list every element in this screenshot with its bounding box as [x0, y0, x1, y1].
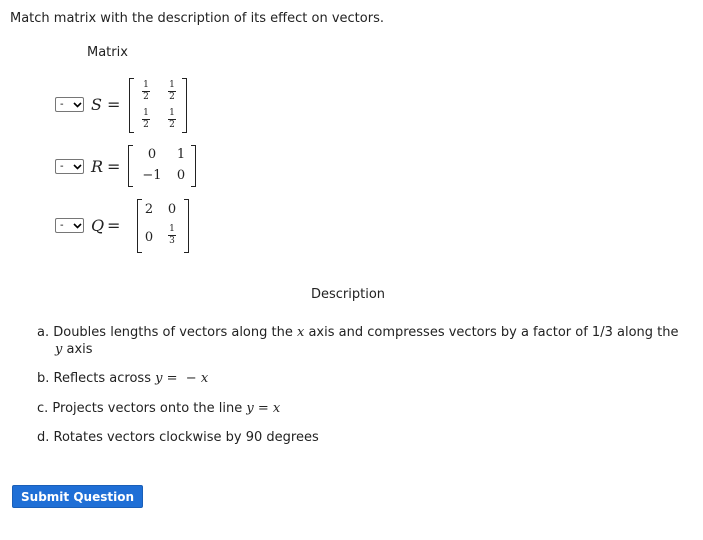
matrix-r-name: R [91, 157, 104, 176]
select-q-value: - [60, 220, 64, 231]
matrix-r-equals: = [107, 157, 121, 176]
matrix-q-r1c1: 2 [144, 202, 154, 217]
matrix-q-r2c1: 0 [144, 230, 154, 245]
description-a: a. Doubles lengths of vectors along the x axis and compresses vectors by a factor of 1/3 along the y axis [37, 325, 679, 357]
matrix-r-r2c1: −1 [142, 168, 162, 183]
description-column-heading: Description [311, 287, 386, 302]
chevron-down-icon [71, 219, 83, 232]
matrix-s-r2c1: 1 2 [143, 108, 149, 130]
matrix-q-name: Q [91, 216, 105, 235]
matrix-s-left-bracket [129, 78, 134, 133]
select-s-value: - [60, 99, 64, 110]
select-s[interactable] [55, 97, 84, 112]
matrix-s-r1c2: 1 2 [169, 80, 175, 102]
matrix-q [137, 199, 189, 253]
description-c: c. Projects vectors onto the line y = x [37, 401, 281, 416]
matrix-s-r1c1: 1 2 [143, 80, 149, 102]
matrix-q-equals: = [107, 216, 121, 235]
select-q[interactable] [55, 218, 84, 233]
matrix-s-r2c2: 1 2 [169, 108, 175, 130]
matrix-r-r1c2: 1 [176, 147, 186, 162]
submit-question-button[interactable]: Submit Question [12, 485, 143, 508]
chevron-down-icon [71, 160, 83, 173]
matrix-q-right-bracket [184, 199, 189, 253]
description-b: b. Reflects across y = − x [37, 371, 209, 386]
select-r-value: - [60, 161, 64, 172]
matrix-r [128, 145, 196, 187]
matrix-q-r2c2: 1 3 [169, 224, 175, 246]
matrix-r-left-bracket [128, 145, 133, 187]
question-prompt: Match matrix with the description of its effect on vectors. [10, 11, 384, 26]
chevron-down-icon [71, 98, 83, 111]
select-r[interactable] [55, 159, 84, 174]
matrix-s-equals: = [107, 95, 121, 114]
matrix-s [129, 78, 187, 133]
description-d: d. Rotates vectors clockwise by 90 degrees [37, 430, 319, 445]
matrix-r-r1c1: 0 [147, 147, 157, 162]
matrix-r-r2c2: 0 [176, 168, 186, 183]
matrix-s-right-bracket [182, 78, 187, 133]
matrix-s-name: S [91, 95, 102, 114]
matrix-r-right-bracket [191, 145, 196, 187]
matrix-q-r1c2: 0 [167, 202, 177, 217]
matrix-column-heading: Matrix [87, 45, 128, 60]
